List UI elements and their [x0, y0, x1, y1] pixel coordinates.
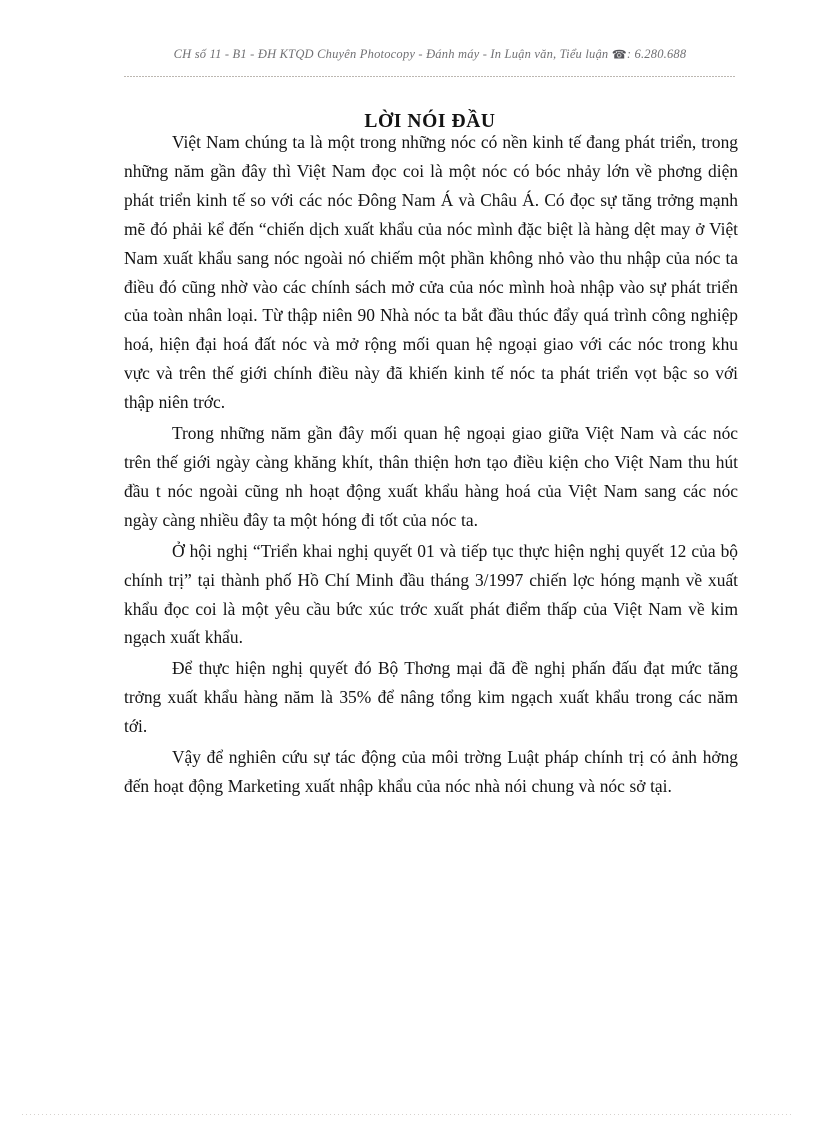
- paragraph: Ở hội nghị “Triển khai nghị quyết 01 và tiếp tục thực hiện nghị quyết 12 của bộ chính trị” tại thành phố Hồ Chí Minh đầu tháng 3/1997 chiến lợc hóng mạnh về xuất khẩu đọc coi là một yêu cầu bức xúc trớc xuất phát điểm thấp của Việt Nam về kim ngạch xuất khẩu.: [124, 540, 738, 648]
- page-title: LỜI NÓI ĐẦU: [364, 111, 496, 133]
- paragraph: Để thực hiện nghị quyết đó Bộ Thơng mại đã đề nghị phấn đấu đạt mức tăng trởng xuất khẩu hàng năm là 35% để nâng tổng kim ngạch xuất khẩu trong các năm tới.: [124, 658, 738, 737]
- running-header: [124, 46, 736, 72]
- running-header-text: [174, 46, 687, 62]
- running-header-phone-number: : 6.280.688: [626, 47, 687, 61]
- running-header-text-before-icon: CH số 11 - B1 - ĐH KTQD Chuyên Photocopy - Đánh máy - In Luận văn, Tiểu luận: [173, 47, 612, 61]
- telephone-icon: ☎: [611, 47, 627, 62]
- header-divider: [124, 76, 736, 77]
- paragraph: Vậy để nghiên cứu sự tác động của môi trờng Luật pháp chính trị có ảnh hởng đến hoạt động Marketing xuất nhập khẩu của nóc nhà nói chung và nóc sở tại.: [124, 747, 738, 796]
- paragraph: Việt Nam chúng ta là một trong những nóc có nền kinh tế đang phát triển, trong những năm gần đây thì Việt Nam đọc coi là một nóc có bóc nhảy lớn về phơng diện phát triển kinh tế so với các nóc Đông Nam Á và Châu Á. Có đọc sự tăng trởng mạnh mẽ đó phải kể đến “chiến dịch xuất khẩu của nóc mình đặc biệt là hàng dệt may ở Việt Nam xuất khẩu sang nóc ngoài nó chiếm một phần không nhỏ vào thu nhập của nóc ta điều đó cũng nhờ vào các chính sách mở cửa của nóc mình hoà nhập vào sự phát triển của toàn nhân loại. Từ thập niên 90 Nhà nóc ta bắt đầu thúc đẩy quá trình công nghiệp hoá, hiện đại hoá đất nóc và mở rộng mối quan hệ ngoại giao với các nóc trong khu vực và trên thế giới chính điều này đã khiến kinh tế nóc ta phát triển vọt bậc so với thập niên trớc.: [124, 132, 738, 413]
- footer-divider: [22, 1114, 794, 1115]
- paragraph: Trong những năm gần đây mối quan hệ ngoại giao giữa Việt Nam và các nóc trên thế giới ngày càng khăng khít, thân thiện hơn tạo điều kiện cho Việt Nam thu hút đầu t nóc ngoài cũng nh hoạt động xuất khẩu hàng hoá của Việt Nam sang các nóc ngày càng nhiều đây ta một hóng đi tốt của nóc ta.: [124, 423, 738, 530]
- body-text: [124, 128, 738, 803]
